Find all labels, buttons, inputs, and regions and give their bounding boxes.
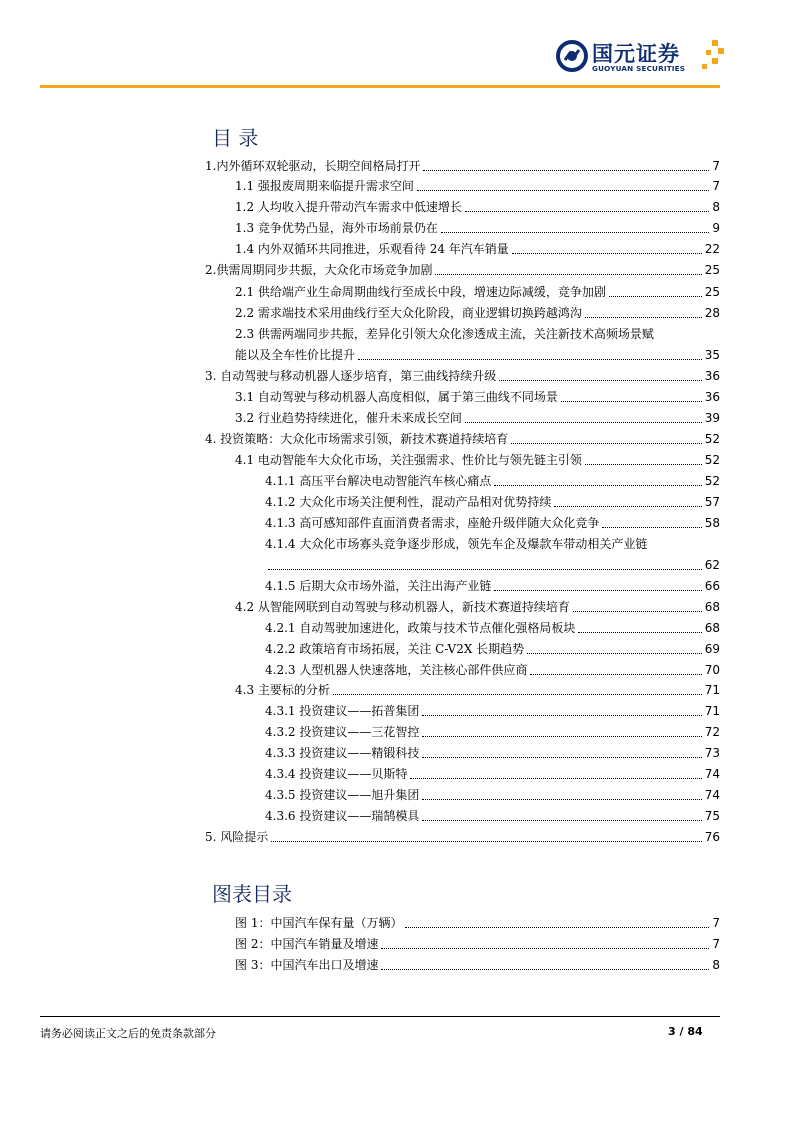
toc-entry-page: 22 [704,242,720,256]
toc-entry-page: 69 [704,642,720,656]
toc-entry[interactable] [235,387,720,407]
leader-dots [381,968,709,970]
toc-entry[interactable] [205,156,720,176]
leader-dots [435,273,701,275]
toc-entry[interactable] [235,176,720,196]
leader-dots [578,631,701,633]
leader-dots [417,189,709,191]
leader-dots [465,421,702,423]
toc-entry[interactable] [265,492,720,512]
toc-entry-page: 73 [704,746,720,760]
toc-entry-text: 4.3.2 投资建议——三花智控 [265,725,420,739]
toc-entry-text: 4.2 从智能网联到自动驾驶与移动机器人，新技术赛道持续培育 [235,600,570,614]
toc-entry[interactable] [265,701,720,721]
toc-entry[interactable]: 4.1.4 大众化市场寡头竞争逐步形成，领先车企及爆款车带动相关产业链 [265,537,648,551]
toc-entry-page: 52 [704,453,720,467]
figures-title: 图表目录 [212,882,292,906]
brand-logo [556,38,726,78]
toc-entry-text: 能以及全车性价比提升 [235,348,356,362]
toc-entry[interactable] [235,680,720,700]
toc-entry-text: 4.3.5 投资建议——旭升集团 [265,788,420,802]
leader-dots [422,735,701,737]
figure-entry-text: 图 3：中国汽车出口及增速 [235,958,379,972]
toc-entry-text: 1.1 强报废周期来临提升需求空间 [235,179,414,193]
toc-entry[interactable] [235,345,720,365]
toc-entry-page: 74 [704,788,720,802]
toc-entry-page: 71 [704,704,720,718]
leader-dots [358,358,702,360]
toc-entry-text: 4. 投资策略：大众化市场需求引领，新技术赛道持续培育 [205,432,509,446]
page-number: 3 / 84 [668,1025,703,1038]
toc-entry[interactable] [265,555,720,575]
toc-entry-page: 76 [704,830,720,844]
toc-entry-page: 25 [704,285,720,299]
toc-entry-text: 2.供需周期同步共振，大众化市场竞争加剧 [205,263,433,277]
figure-entry-text: 图 2：中国汽车销量及增速 [235,937,379,951]
toc-entry-page: 35 [704,348,720,362]
toc-entry[interactable] [235,597,720,617]
brand-decoration-icon [698,40,726,72]
toc-entry-text: 3. 自动驾驶与移动机器人逐步培育，第三曲线持续升级 [205,369,497,383]
leader-dots [423,169,709,171]
toc-entry-text: 4.2.3 人型机器人快速落地，关注核心部件供应商 [265,663,528,677]
leader-dots [268,568,702,570]
toc-entry-page: 25 [704,263,720,277]
leader-dots [609,295,702,297]
brand-name-en: GUOYUAN SECURITIES [592,64,686,73]
toc-title: 目 录 [212,126,259,150]
toc-entry-text: 4.2.2 政策培育市场拓展，关注 C-V2X 长期趋势 [265,642,525,656]
toc-entry-page: 62 [704,558,720,572]
toc-entry-text: 4.1.5 后期大众市场外溢，关注出海产业链 [265,579,492,593]
leader-dots [465,210,709,212]
toc-entry-text: 2.1 供给端产业生命周期曲线行至成长中段，增速边际减缓，竞争加剧 [235,285,606,299]
leader-dots [530,673,701,675]
toc-entry-text: 4.1 电动智能车大众化市场，关注强需求、性价比与领先链主引领 [235,453,582,467]
leader-dots [527,652,702,654]
toc-entry-text: 3.2 行业趋势持续进化，催升未来成长空间 [235,411,462,425]
toc-entry-page: 36 [704,369,720,383]
toc-entry-page: 66 [704,579,720,593]
toc-entry-page: 52 [704,432,720,446]
toc-entry-page: 74 [704,767,720,781]
toc-entry-text: 2.2 需求端技术采用曲线行至大众化阶段，商业逻辑切换跨越鸿沟 [235,306,582,320]
brand-emblem-icon [556,40,588,72]
leader-dots [494,484,701,486]
toc-entry[interactable] [265,618,720,638]
leader-dots [573,610,702,612]
toc-entry-text: 3.1 自动驾驶与移动机器人高度相似，属于第三曲线不同场景 [235,390,558,404]
leader-dots [422,756,701,758]
toc-entry-page: 7 [712,179,720,193]
toc-entry-text: 1.内外循环双轮驱动，长期空间格局打开 [205,159,421,173]
toc-entry-page: 71 [704,683,720,697]
toc-entry[interactable] [265,806,720,826]
leader-dots [499,379,701,381]
toc-entry-text: 4.1.2 大众化市场关注便利性，混动产品相对优势持续 [265,495,552,509]
toc-entry[interactable] [265,576,720,596]
toc-entry[interactable] [235,218,720,238]
toc-entry[interactable]: 2.3 供需两端同步共振，差异化引领大众化渗透成主流，关注新技术高频场景赋 [235,327,654,341]
figure-entry[interactable] [235,913,720,933]
figure-entry[interactable] [235,934,720,954]
toc-entry[interactable] [205,429,720,449]
leader-dots [602,526,701,528]
figure-entry[interactable] [235,955,720,975]
figure-entry-page: 7 [712,937,720,951]
toc-entry-page: 28 [704,306,720,320]
leader-dots [561,400,702,402]
leader-dots [381,947,709,949]
toc-entry[interactable] [235,197,720,217]
leader-dots [512,252,702,254]
leader-dots [511,442,701,444]
toc-entry-page: 36 [704,390,720,404]
toc-entry-page: 68 [704,600,720,614]
toc-entry-text: 4.2.1 自动驾驶加速进化，政策与技术节点催化强格局板块 [265,621,576,635]
leader-dots [554,505,701,507]
header-divider [40,85,720,88]
toc-entry-page: 9 [712,221,720,235]
toc-entry[interactable] [265,743,720,763]
toc-entry-page: 75 [704,809,720,823]
toc-entry-text: 4.3 主要标的分析 [235,683,330,697]
toc-entry[interactable] [265,660,720,680]
toc-entry-page: 57 [704,495,720,509]
toc-entry-page: 72 [704,725,720,739]
leader-dots [333,693,702,695]
leader-dots [585,463,702,465]
toc-entry[interactable] [265,639,720,659]
toc-entry-text: 4.3.1 投资建议——拓普集团 [265,704,420,718]
footer-divider [40,1016,720,1017]
toc-entry[interactable] [235,303,720,323]
toc-entry[interactable] [235,408,720,428]
toc-entry-page: 7 [712,159,720,173]
toc-entry-page: 58 [704,516,720,530]
leader-dots [405,926,709,928]
toc-entry-text: 1.3 竞争优势凸显，海外市场前景仍在 [235,221,438,235]
brand-name: 国元证券 [592,42,680,66]
leader-dots [271,840,701,842]
toc-entry-page: 8 [712,200,720,214]
toc-entry-page: 70 [704,663,720,677]
toc-entry-text: 4.3.3 投资建议——精锻科技 [265,746,420,760]
toc-entry[interactable] [205,366,720,386]
toc-entry-text: 4.1.1 高压平台解决电动智能汽车核心痛点 [265,474,492,488]
leader-dots [410,777,701,779]
leader-dots [585,316,702,318]
leader-dots [422,819,701,821]
toc-entry-page: 39 [704,411,720,425]
figure-entry-page: 8 [712,958,720,972]
toc-entry-page: 68 [704,621,720,635]
toc-entry-text: 1.4 内外双循环共同推进，乐观看待 24 年汽车销量 [235,242,509,256]
toc-entry[interactable] [265,785,720,805]
leader-dots [441,231,709,233]
toc-entry[interactable] [265,513,720,533]
figure-entry-page: 7 [712,916,720,930]
toc-entry[interactable] [265,764,720,784]
leader-dots [422,798,701,800]
toc-entry[interactable] [235,239,720,259]
toc-entry-text: 4.3.6 投资建议——瑞鹄模具 [265,809,420,823]
footer-disclaimer: 请务必阅读正文之后的免责条款部分 [40,1027,216,1040]
toc-entry[interactable] [205,260,720,280]
leader-dots [494,589,701,591]
toc-entry-page: 52 [704,474,720,488]
toc-entry[interactable] [205,827,720,847]
toc-entry[interactable] [235,282,720,302]
toc-entry[interactable] [265,722,720,742]
toc-entry-text: 5. 风险提示 [205,830,269,844]
figure-entry-text: 图 1：中国汽车保有量（万辆） [235,916,403,930]
toc-entry-text: 4.3.4 投资建议——贝斯特 [265,767,408,781]
toc-entry[interactable] [235,450,720,470]
toc-entry-text: 4.1.3 高可感知部件直面消费者需求，座舱升级伴随大众化竞争 [265,516,600,530]
toc-entry-text: 1.2 人均收入提升带动汽车需求中低速增长 [235,200,462,214]
toc-entry[interactable] [265,471,720,491]
leader-dots [422,714,701,716]
